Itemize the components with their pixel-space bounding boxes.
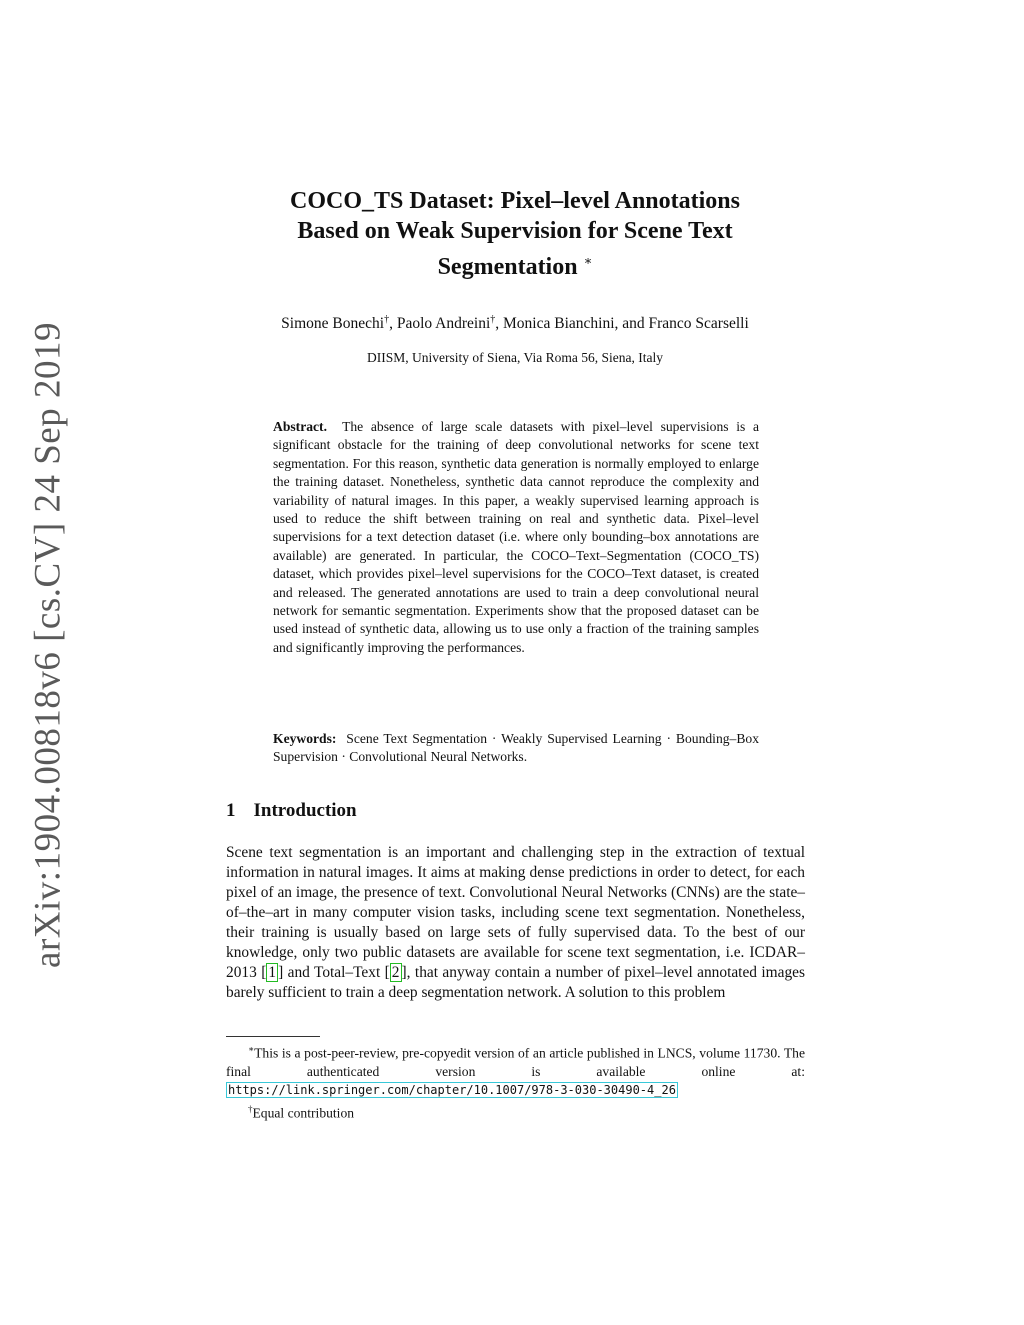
section-heading: [226, 800, 357, 822]
author-2: Paolo Andreini: [396, 315, 491, 333]
footnote-1: [226, 1040, 805, 1100]
abstract-label: Abstract.: [273, 419, 327, 434]
footnote-url-link[interactable]: https://link.springer.com/chapter/10.1007/978-3-030-30490-4_26: [228, 1083, 676, 1098]
footnotes: [226, 1040, 805, 1123]
abstract-text: The absence of large scale datasets with pixel–level supervisions is a significant obstacle for the training of deep convolutional networks for scene text segmentation. For this reason, synthetic data generation is normally employed to enlarge the training dataset. Nonetheless, synthetic data cannot reproduce the complexity and variability of natural images. In this paper, a weakly supervised learning approach is used to reduce the shift between training on real and synthetic data. Pixel–level supervisions for a text detection dataset (i.e. where only bounding–box annotations are available) are generated. In particular, the COCO–Text–Segmentation (COCO_TS) dataset, which provides pixel–level supervisions for the COCO–Text dataset, is created and released. The generated annotations are used to train a deep convolutional neural network for semantic segmentation. Experiments show that the proposed dataset can be used instead of synthetic data, allowing us to use only a fraction of the training samples and significantly improving the performances.: [273, 419, 759, 655]
keywords: [273, 730, 759, 767]
citation-link-2[interactable]: 2: [391, 964, 400, 981]
citation-link-1[interactable]: 1: [268, 964, 277, 981]
section-number: 1: [226, 800, 236, 821]
paper-title: [200, 186, 830, 282]
intro-paragraph: Scene text segmentation is an important and challenging step in the extraction of textual information in natural images. It aims at making dense predictions in order to detect, for each pixel of an image, the presence of text. Convolutional Neural Networks (CNNs) are the state–of–the–art in many computer vision tasks, including scene text segmentation. Nonetheless, their training is usually based on large sets of fully supervised data. To the best of our knowledge, only two public datasets are available for scene text segmentation, i.e. ICDAR–2013 [ 1 ] and Total–Text [ 2 ], that anyway contain a number of pixel–level annotated images barely sufficient to train a deep segmentation network. A solution to this problem: [226, 844, 806, 1001]
footnote-1-text: This is a post-peer-review, pre-copyedit version of an article published in LNCS, volume 11730. The final authenticated version is available online at:: [226, 1045, 805, 1079]
affiliation: DIISM, University of Siena, Via Roma 56, Siena, Italy: [367, 350, 663, 365]
intro-text-3: , that anyway contain a number of pixel–level annotated images barely sufficient to train a deep segmentation network. A solution to this problem: [226, 964, 806, 1001]
author-1: Simone Bonechi: [281, 315, 385, 333]
intro-text-2: and Total–Text: [283, 964, 385, 981]
footnote-2: [226, 1100, 805, 1123]
footnote-1-mark: ∗: [248, 1044, 255, 1054]
section-title: Introduction: [253, 800, 357, 821]
arxiv-stamp: arXiv:1904.00818v6 [cs.CV] 24 Sep 2019: [27, 322, 69, 968]
keywords-label: Keywords:: [273, 731, 337, 746]
footnote-rule: [226, 1036, 320, 1037]
abstract: [273, 418, 759, 657]
footnote-2-text: Equal contribution: [252, 1105, 355, 1121]
title-line-3: [200, 246, 830, 282]
author-1-mark: †: [384, 314, 390, 325]
title-footnote-mark: ∗: [583, 253, 593, 268]
footnote-2-mark: †: [248, 1103, 253, 1114]
author-list: [200, 314, 830, 333]
title-line-1: COCO_TS Dataset: Pixel–level Annotations: [290, 188, 740, 214]
authors-rest: , Monica Bianchini, and Franco Scarselli: [495, 315, 749, 333]
author-separator: ,: [389, 315, 397, 333]
keywords-text: Scene Text Segmentation · Weakly Supervised Learning · Bounding–Box Supervision · Convolutional Neural Networks.: [273, 731, 760, 765]
title-line-2: Based on Weak Supervision for Scene Text: [297, 218, 733, 244]
author-2-mark: †: [490, 314, 496, 325]
title-line-3-text: Segmentation: [437, 254, 578, 280]
intro-text-1: Scene text segmentation is an important and challenging step in the extraction of textual information in natural images. It aims at making dense predictions in order to detect, for each pixel of an image, the presence of text. Convolutional Neural Networks (CNNs) are the state–of–the–art in many computer vision tasks, including scene text segmentation. Nonetheless, their training is usually based on large sets of fully supervised data. To the best of our knowledge, only two public datasets are available for scene text segmentation, i.e. ICDAR–2013: [226, 844, 805, 981]
